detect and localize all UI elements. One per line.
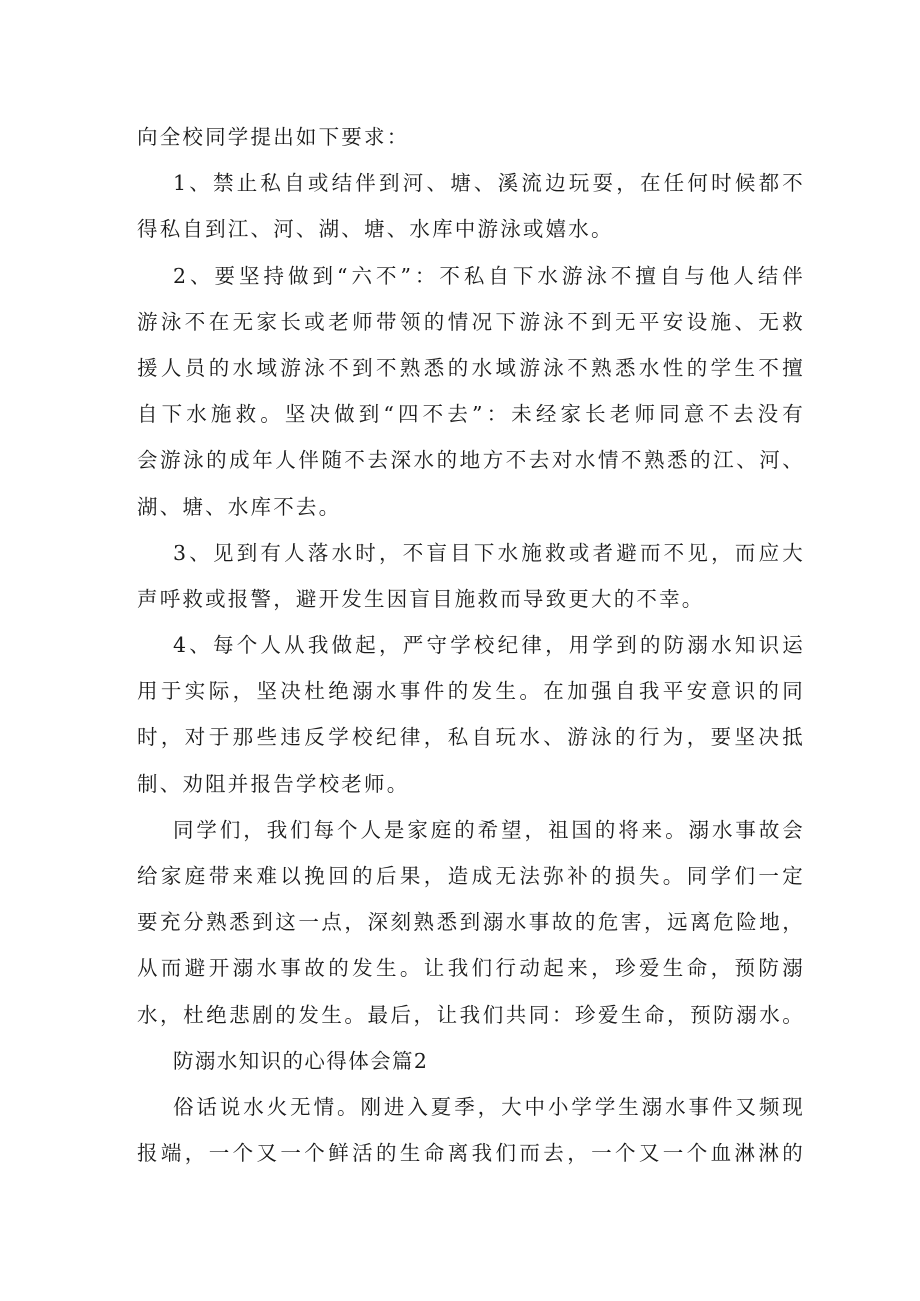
text-line: 2、要坚持做到“六不”：不私自下水游泳不擅自与他人结伴: [173, 263, 805, 288]
text-line: 4、每个人从我做起，严守学校纪律，用学到的防溺水知识运: [173, 633, 805, 658]
text-line: 向全校同学提出如下要求：: [137, 125, 410, 149]
text-line: 从而避开溺水事故的发生。让我们行动起来，珍爱生命，预防溺: [137, 956, 805, 981]
section-heading: 防溺水知识的心得体会篇2: [173, 1048, 429, 1073]
text-line: 会游泳的成年人伴随不去深水的地方不去对水情不熟悉的江、河、: [137, 448, 805, 473]
text-line: 给家庭带来难以挽回的后果，造成无法弥补的损失。同学们一定: [137, 864, 805, 888]
text-line: 俗话说水火无情。刚进入夏季，大中小学学生溺水事件又频现: [173, 1094, 805, 1119]
text-line: 游泳不在无家长或老师带领的情况下游泳不到无平安设施、无救: [137, 309, 805, 334]
document-body: [137, 114, 805, 1176]
text-line: 报端，一个又一个鲜活的生命离我们而去，一个又一个血淋淋的: [137, 1141, 805, 1166]
text-line: 声呼救或报警，避开发生因盲目施救而导致更大的不幸。: [137, 586, 705, 611]
text-line: 援人员的水域游泳不到不熟悉的水域游泳不熟悉水性的学生不擅: [137, 355, 805, 380]
text-line: 得私自到江、河、湖、塘、水库中游泳或嬉水。: [137, 217, 614, 242]
text-line: 1、禁止私自或结伴到河、塘、溪流边玩耍，在任何时候都不: [173, 171, 805, 196]
text-line: 用于实际，坚决杜绝溺水事件的发生。在加强自我平安意识的同: [137, 679, 805, 704]
text-line: 3、见到有人落水时，不盲目下水施救或者避而不见，而应大: [173, 540, 805, 565]
text-line: 制、劝阻并报告学校老师。: [137, 771, 410, 796]
text-line: 同学们，我们每个人是家庭的希望，祖国的将来。溺水事故会: [173, 817, 805, 842]
text-line: 自下水施救。坚决做到“四不去”：未经家长老师同意不去没有: [137, 402, 805, 427]
text-line: 时，对于那些违反学校纪律，私自玩水、游泳的行为，要坚决抵: [137, 725, 805, 750]
text-line: 要充分熟悉到这一点，深刻熟悉到溺水事故的危害，远离危险地，: [137, 910, 805, 935]
text-line: 水，杜绝悲剧的发生。最后，让我们共同：珍爱生命，预防溺水。: [137, 1002, 805, 1027]
text-line: 湖、塘、水库不去。: [137, 494, 342, 519]
